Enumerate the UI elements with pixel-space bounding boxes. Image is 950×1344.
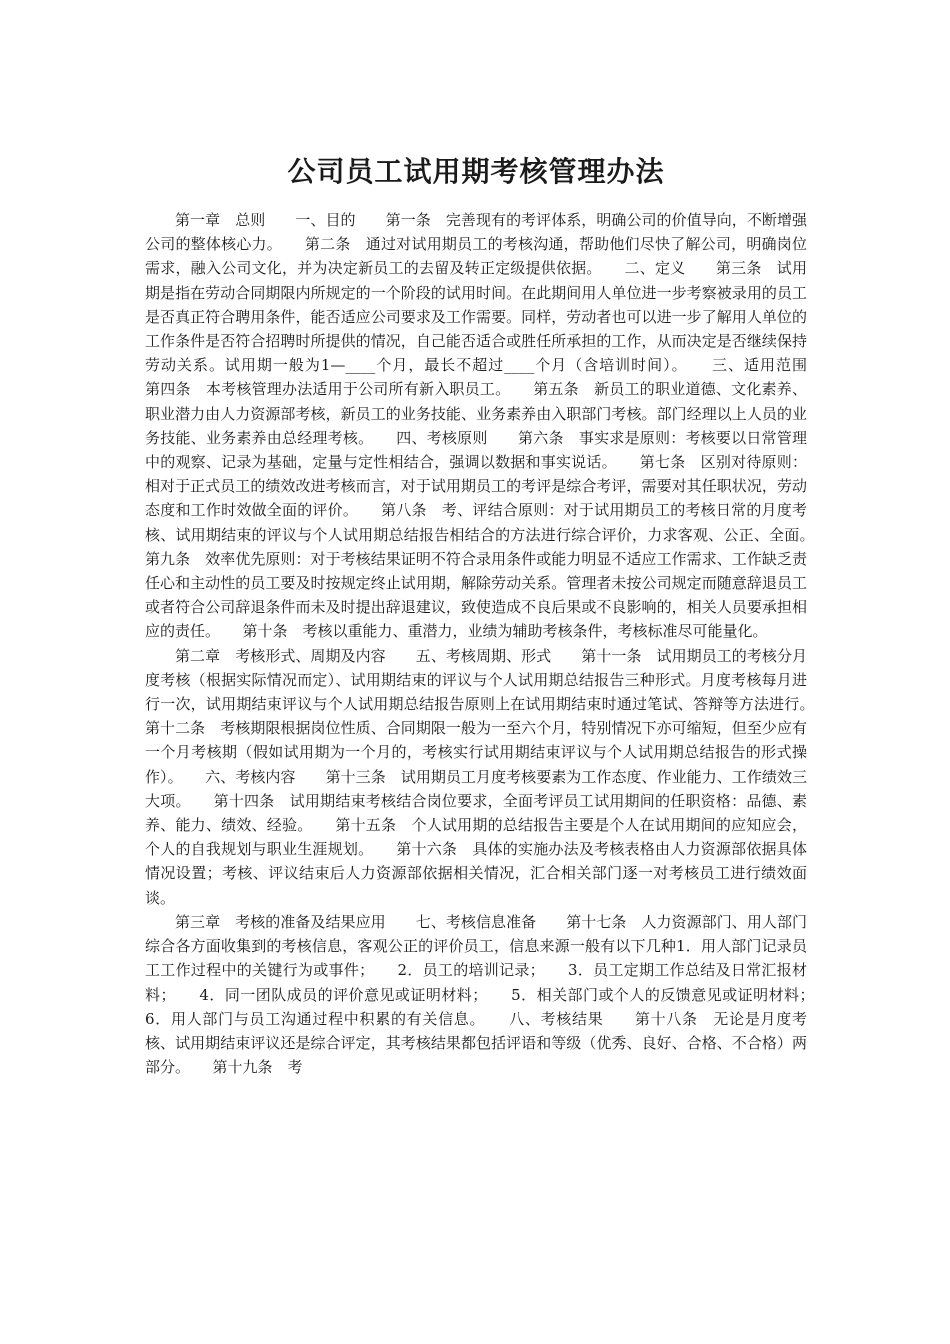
document-page [145, 150, 838, 1079]
document-title: 公司员工试用期考核管理办法 [287, 155, 665, 188]
paragraph-chapter-3: 第三章 考核的准备及结果应用 七、考核信息准备 第十七条 人力资源部门、用人部门综合各方面收集到的考核信息，客观公正的评价员工，信息来源一般有以下几种1．用人部门记录员工工作过程中的关键行为或事件； 2．员工的培训记录； 3．员工定期工作总结及日常汇报材料； 4．同一团队成员的评价意见或证明材料； 5．相关部门或个人的反馈意见或证明材料； 6．用人部门与员工沟通过程中积累的有关信息。 八、考核结果 第十八条 无论是月度考核、试用期结束评议还是综合评定，其考核结果都包括评语和等级（优秀、良好、合格、不合格）两部分。 第十九条 考 [145, 912, 838, 1077]
paragraph-chapter-1: 第一章 总则 一、目的 第一条 完善现有的考评体系，明确公司的价值导向，不断增强公司的整体核心力。 第二条 通过对试用期员工的考核沟通，帮助他们尽快了解公司，明确岗位需求，融入公司文化，并为决定新员工的去留及转正定级提供依据。 二、定义 第三条 试用期是指在劳动合同期限内所规定的一个阶段的试用时间。在此期间用人单位进一步考察被录用的员工是否真正符合聘用条件，能否适应公司要求及工作需要。同样，劳动者也可以进一步了解用人单位的工作条件是否符合招聘时所提供的情况，自己能否适合或胜任所承担的工作，从而决定是否继续保持劳动关系。试用期一般为1—____个月，最长不超过____个月（含培训时间）。 三、适用范围 第四条 本考核管理办法适用于公司所有新入职员工。 第五条 新员工的职业道德、文化素养、职业潜力由人力资源部考核，新员工的业务技能、业务素养由入职部门考核。部门经理以上人员的业务技能、业务素养由总经理考核。 四、考核原则 第六条 事实求是原则：考核要以日常管理中的观察、记录为基础，定量与定性相结合，强调以数据和事实说话。 第七条 区别对待原则：相对于正式员工的绩效改进考核而言，对于试用期员工的考评是综合考评，需要对其任职状况，劳动态度和工作时效做全面的评价。 第八条 考、评结合原则：对于试用期员工的考核日常的月度考核、试用期结束的评议与个人试用期总结报告相结合的方法进行综合评价，力求客观、公正、全面。 第九条 效率优先原则：对于考核结果证明不符合录用条件或能力明显不适应工作需求、工作缺乏责任心和主动性的员工要及时按规定终止试用期，解除劳动关系。管理者未按公司规定而随意辞退员工或者符合公司辞退条件而未及时提出辞退建议，致使造成不良后果或不良影响的，相关人员要承担相应的责任。 第十条 考核以重能力、重潜力，业绩为辅助考核条件，考核标准尽可能量化。 [145, 211, 838, 641]
paragraph-chapter-2: 第二章 考核形式、周期及内容 五、考核周期、形式 第十一条 试用期员工的考核分月度考核（根据实际情况而定）、试用期结束的评议与个人试用期总结报告三种形式。月度考核每月进行一次，试用期结束评议与个人试用期总结报告原则上在试用期结束时通过笔试、答辩等方法进行。 第十二条 考核期限根据岗位性质、合同期限一般为一至六个月，特别情况下亦可缩短，但至少应有一个月考核期（假如试用期为一个月的，考核实行试用期结束评议与个人试用期总结报告的形式操作）。 六、考核内容 第十三条 试用期员工月度考核要素为工作态度、作业能力、工作绩效三大项。 第十四条 试用期结束考核结合岗位要求，全面考评员工试用期间的任职资格：品德、素养、能力、绩效、经验。 第十五条 个人试用期的总结报告主要是个人在试用期间的应知应会，个人的自我规划与职业生涯规划。 第十六条 具体的实施办法及考核表格由人力资源部依据具体情况设置；考核、评议结束后人力资源部依据相关情况，汇合相关部门逐一对考核员工进行绩效面谈。 [145, 646, 838, 907]
